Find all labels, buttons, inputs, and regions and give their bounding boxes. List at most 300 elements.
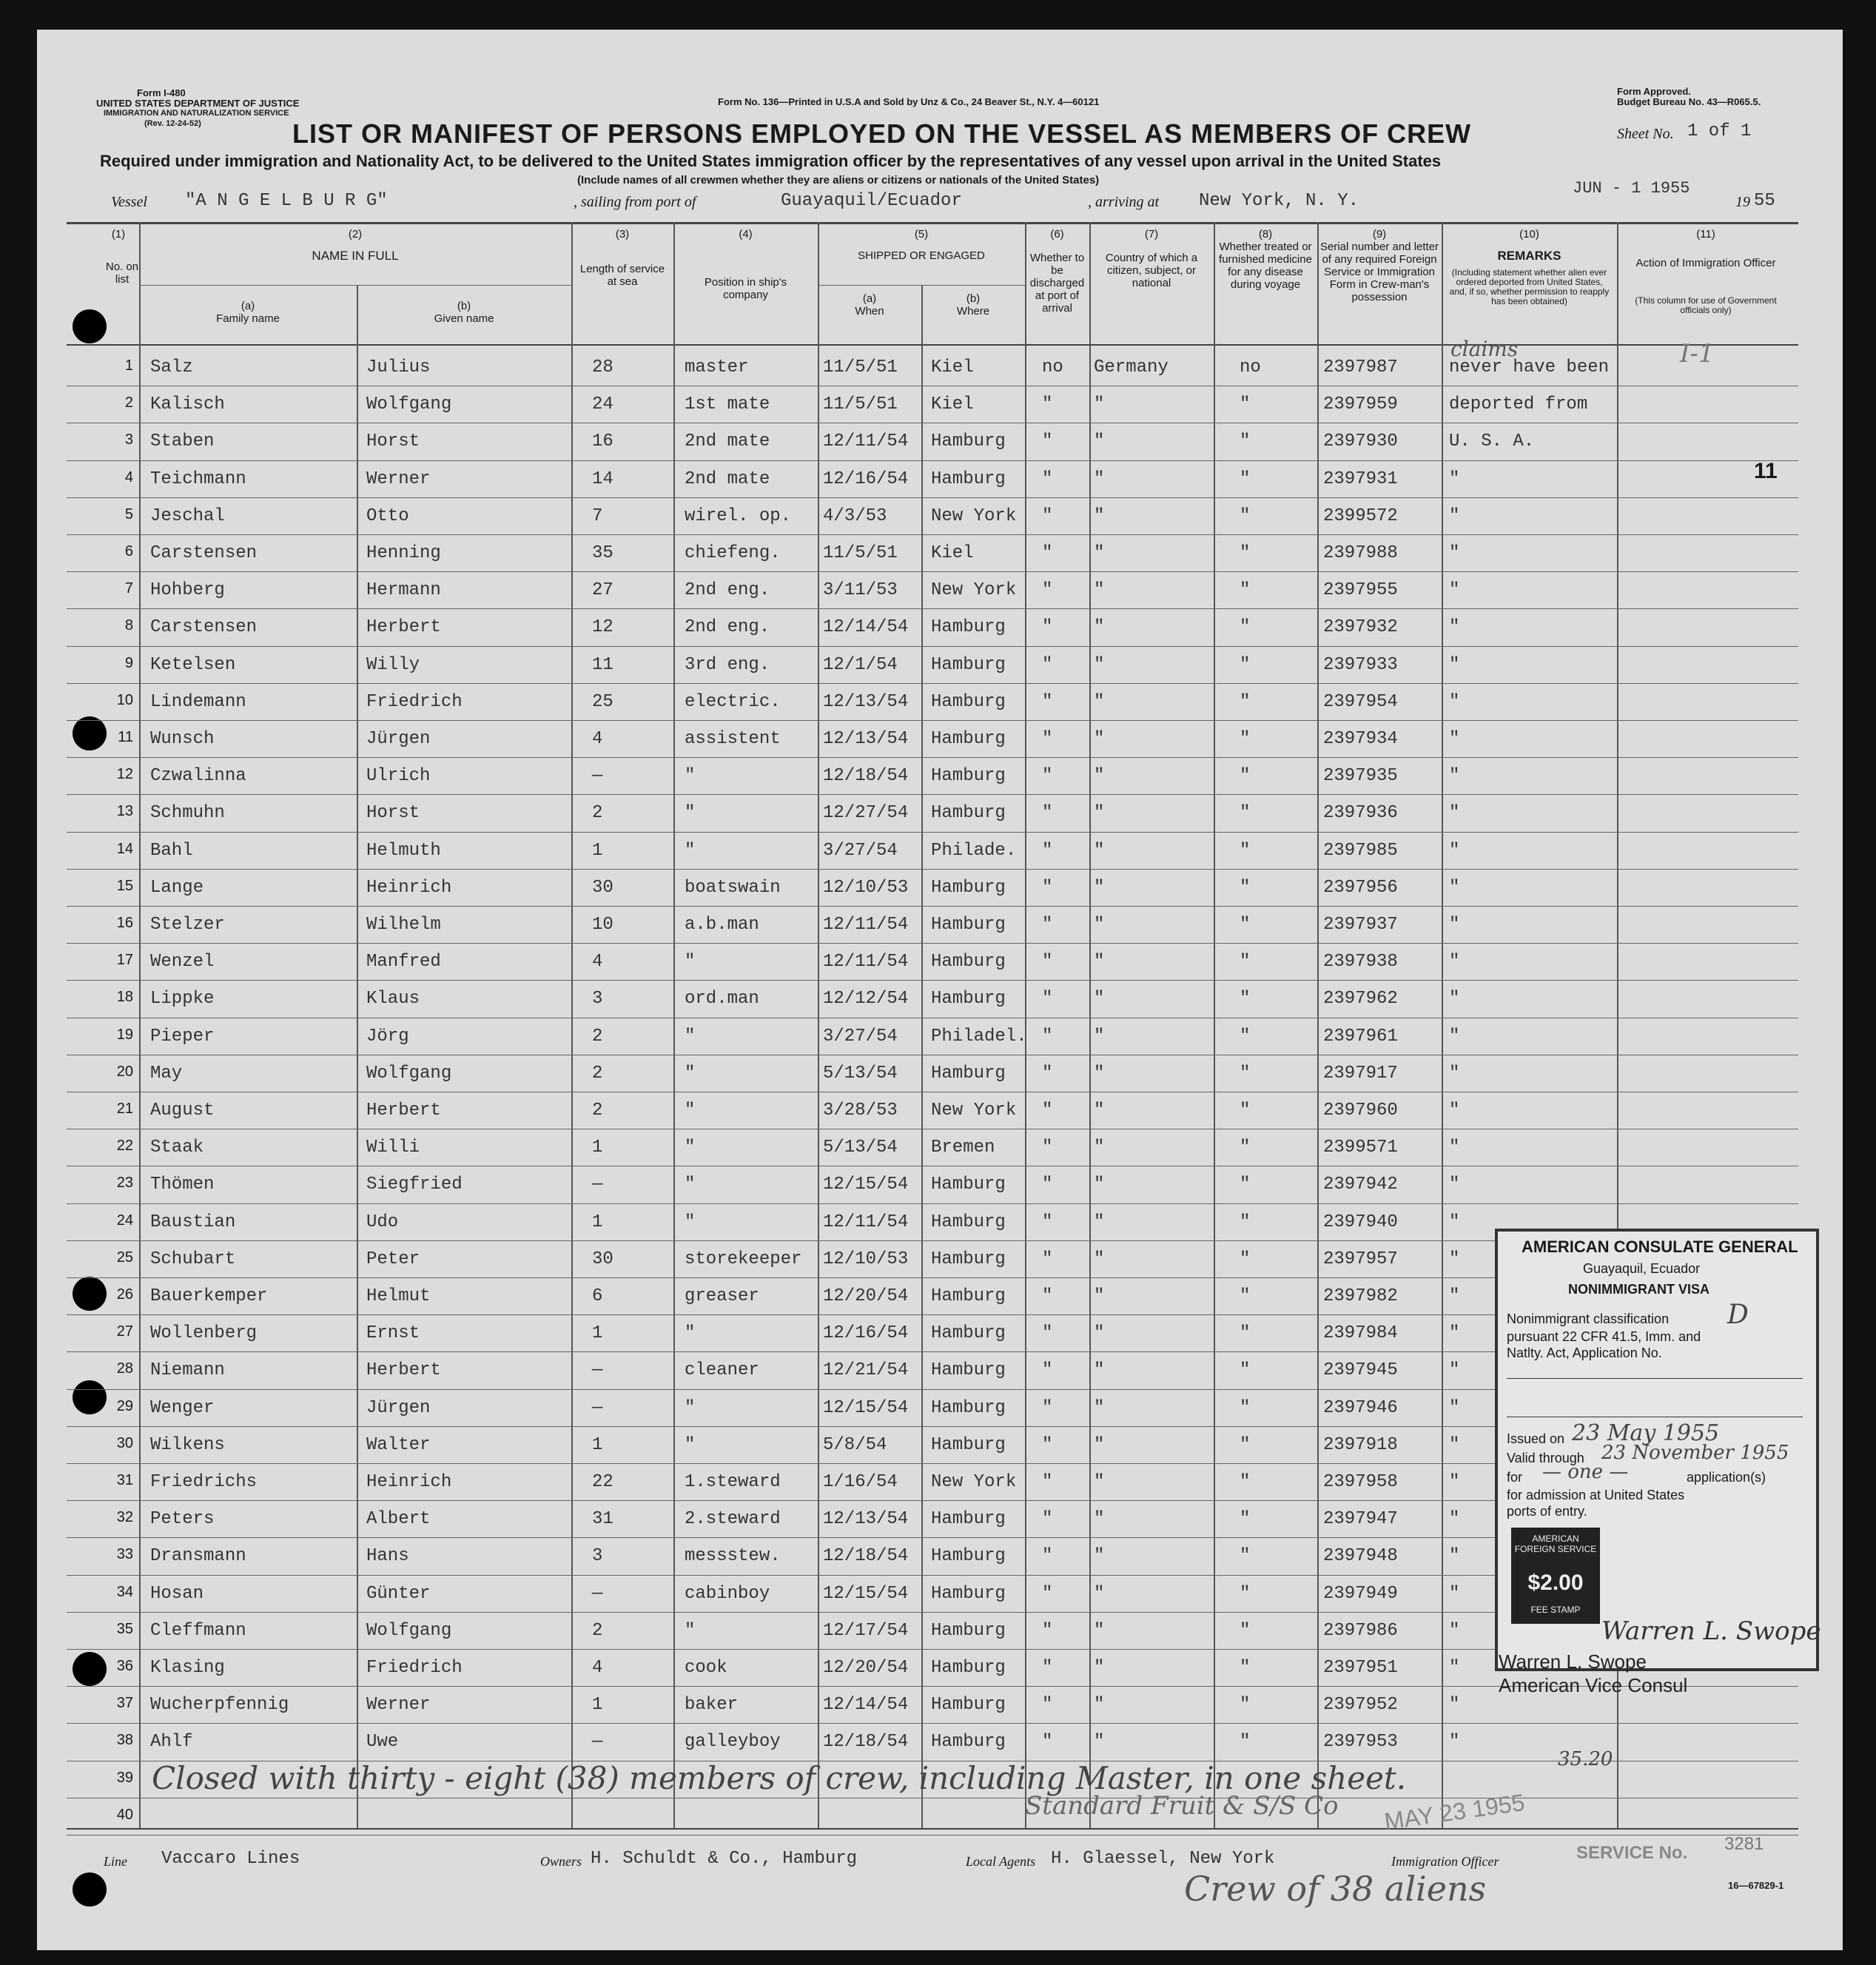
shipped-where: Kiel [931, 394, 974, 415]
medicine: " [1240, 1286, 1251, 1306]
row-number: 32 [116, 1509, 133, 1526]
col-divider [571, 222, 573, 1828]
serial-number: 2397954 [1323, 691, 1398, 712]
country: " [1094, 1249, 1105, 1269]
col-whether-discharged: Whether to be discharged at port of arrival [1029, 252, 1085, 315]
shipped-when: 12/15/54 [823, 1175, 909, 1195]
row-rule [67, 794, 1798, 795]
serial-number: 2399572 [1323, 505, 1398, 526]
country: " [1094, 877, 1105, 898]
family-name: Wucherpfennig [150, 1695, 289, 1716]
remarks: " [1449, 468, 1460, 489]
shipped-when: 12/15/54 [823, 1583, 909, 1604]
fee-stamp-value: $2.00 [1527, 1571, 1584, 1595]
length-of-service: 2 [592, 1101, 603, 1121]
serial-number: 2397949 [1323, 1583, 1398, 1604]
shipped-when: 12/18/54 [823, 1546, 909, 1567]
medicine: " [1240, 1620, 1251, 1641]
remarks: " [1449, 505, 1460, 526]
serial-number: 2397948 [1323, 1546, 1398, 1567]
remarks: " [1449, 1695, 1460, 1716]
col5b-number: (b) [966, 292, 981, 305]
service-name: IMMIGRATION AND NATURALIZATION SERVICE [104, 109, 289, 118]
remarks: " [1449, 1583, 1460, 1604]
serial-number: 2397988 [1323, 543, 1398, 563]
length-of-service: — [592, 766, 603, 787]
family-name: Teichmann [150, 468, 246, 489]
col-divider [357, 285, 358, 1828]
row-number: 40 [116, 1806, 133, 1823]
remarks: " [1449, 1546, 1460, 1567]
agents-value: H. Glaessel, New York [1051, 1849, 1275, 1869]
row-rule [67, 571, 1798, 572]
col7-number: (7) [1144, 228, 1159, 241]
stamp-pursuant: pursuant 22 CFR 41.5, Imm. and [1507, 1329, 1701, 1344]
shipped-when: 12/17/54 [823, 1620, 909, 1641]
discharged: " [1042, 803, 1053, 824]
family-name: Wenger [150, 1397, 215, 1418]
remarks: U. S. A. [1449, 431, 1535, 452]
header-bottom-rule [67, 344, 1798, 346]
medicine: " [1240, 1509, 1251, 1530]
row-number: 36 [116, 1658, 133, 1674]
serial-number: 2397960 [1323, 1101, 1398, 1121]
medicine: " [1240, 1323, 1251, 1344]
row-number: 28 [116, 1360, 133, 1377]
claims-note: claims [1450, 337, 1519, 361]
include-note: (Include names of all crewmen whether they are aliens or citizens or nationals of the United States) [577, 174, 1100, 187]
form-approved: Form Approved. [1617, 86, 1691, 97]
discharged: " [1042, 1286, 1053, 1306]
discharged: " [1042, 915, 1053, 935]
row-number: 15 [116, 877, 133, 894]
position: " [685, 840, 696, 861]
family-name: Friedrichs [150, 1472, 258, 1492]
shipped-where: Kiel [931, 357, 974, 377]
length-of-service: 1 [592, 1212, 603, 1232]
col-divider [1317, 222, 1319, 1828]
discharged: " [1042, 1546, 1053, 1567]
serial-number: 2397934 [1323, 729, 1398, 749]
discharged: " [1042, 394, 1053, 415]
position: ord.man [685, 989, 759, 1010]
country: " [1094, 1286, 1105, 1306]
shipped-where: Hamburg [931, 1658, 1006, 1678]
given-name: Hans [366, 1546, 409, 1567]
length-of-service: 1 [592, 1138, 603, 1158]
country: " [1094, 580, 1105, 601]
row-number: 17 [116, 952, 133, 969]
row-number: 14 [116, 840, 133, 857]
remarks: never have been [1449, 357, 1610, 377]
position: " [685, 1212, 696, 1232]
length-of-service: 1 [592, 1434, 603, 1455]
shipped-where: Hamburg [931, 1546, 1006, 1567]
position: cleaner [685, 1360, 759, 1381]
family-name: Czwalinna [150, 766, 246, 787]
given-name: Ulrich [366, 766, 431, 787]
remarks: " [1449, 1732, 1460, 1753]
discharged: " [1042, 1583, 1053, 1604]
discharged: " [1042, 617, 1053, 638]
row-number: 31 [116, 1472, 133, 1488]
line-value: Vaccaro Lines [161, 1849, 300, 1869]
discharged: " [1042, 1360, 1053, 1381]
row-number: 8 [124, 617, 133, 634]
medicine: " [1240, 691, 1251, 712]
given-name: Manfred [366, 952, 441, 973]
owners-label: Owners [540, 1854, 582, 1869]
position: master [685, 357, 749, 377]
shipped-when: 12/11/54 [823, 1212, 909, 1232]
col-medicine: Whether treated or furnished medicine for any disease during voyage [1219, 241, 1312, 291]
shipped-where: Hamburg [931, 1249, 1006, 1269]
row-rule [67, 683, 1798, 684]
serial-number: 2397961 [1323, 1026, 1398, 1047]
medicine: " [1240, 803, 1251, 824]
length-of-service: 11 [592, 654, 613, 675]
binder-hole [73, 1380, 107, 1414]
medicine: " [1240, 1026, 1251, 1047]
shipped-when: 11/5/51 [823, 543, 898, 563]
shipped-where: Hamburg [931, 766, 1006, 787]
shipped-where: Hamburg [931, 1063, 1006, 1084]
country: " [1094, 840, 1105, 861]
family-name: Dransmann [150, 1546, 246, 1567]
medicine: " [1240, 1434, 1251, 1455]
medicine: " [1240, 766, 1251, 787]
shipped-where: Hamburg [931, 877, 1006, 898]
remarks: " [1449, 1434, 1460, 1455]
col-divider [1089, 222, 1091, 1828]
given-name: Wolfgang [366, 1620, 452, 1641]
shipped-when: 12/10/53 [823, 877, 909, 898]
discharged: " [1042, 877, 1053, 898]
col-length-of-service: Length of service at sea [579, 263, 665, 288]
col6-number: (6) [1050, 228, 1064, 241]
remarks: " [1449, 1397, 1460, 1418]
medicine: " [1240, 1695, 1251, 1716]
family-name: August [150, 1101, 215, 1121]
medicine: " [1240, 468, 1251, 489]
col-divider [921, 285, 923, 1828]
standard-fruit-note: Standard Fruit & S/S Co [1025, 1791, 1339, 1821]
col-divider [673, 222, 675, 1828]
fee-stamp [1511, 1528, 1600, 1624]
required-statement: Required under immigration and Nationality Act, to be delivered to the United States immigration officer by the representatives of any vessel upon arrival in the United States [100, 152, 1442, 170]
col-given-name: Given name [434, 312, 494, 325]
given-name: Albert [366, 1509, 431, 1530]
medicine: " [1240, 654, 1251, 675]
remarks: " [1449, 1509, 1460, 1530]
col-country: Country of which a citizen, subject, or national [1105, 252, 1198, 289]
col-divider [1442, 222, 1443, 1828]
shipped-when: 12/13/54 [823, 1509, 909, 1530]
given-name: Willy [366, 654, 420, 675]
family-name: Thömen [150, 1175, 215, 1195]
position: cook [685, 1658, 727, 1678]
family-name: Schubart [150, 1249, 236, 1269]
country: " [1094, 1101, 1105, 1121]
row-number: 6 [124, 543, 133, 560]
given-name: Herbert [366, 1101, 441, 1121]
col-family-name: Family name [216, 312, 280, 325]
serial-number: 2397958 [1323, 1472, 1398, 1492]
length-of-service: 6 [592, 1286, 603, 1306]
col-serial-number: Serial number and letter of any required Foreign Service or Immigration Form in Crew-man's possession [1319, 241, 1439, 303]
shipped-where: New York [931, 1472, 1017, 1492]
binder-hole [73, 1652, 107, 1686]
medicine: " [1240, 1397, 1251, 1418]
given-name: Günter [366, 1583, 431, 1604]
given-name: Friedrich [366, 1658, 463, 1678]
position: " [685, 1397, 696, 1418]
length-of-service: 2 [592, 1026, 603, 1047]
service-no-value: 3281 [1724, 1834, 1764, 1854]
shipped-where: Bremen [931, 1138, 995, 1158]
serial-number: 2397942 [1323, 1175, 1398, 1195]
position: electric. [685, 691, 781, 712]
shipped-when: 12/16/54 [823, 1323, 909, 1344]
country: " [1094, 989, 1105, 1010]
family-name: Hohberg [150, 580, 225, 601]
row-rule [67, 906, 1798, 907]
row-number: 16 [116, 915, 133, 931]
shipped-where: Hamburg [931, 1175, 1006, 1195]
country: " [1094, 654, 1105, 675]
length-of-service: 35 [592, 543, 613, 563]
shipped-where: Hamburg [931, 691, 1006, 712]
shipped-where: Philade. [931, 840, 1017, 861]
given-name: Herbert [366, 617, 441, 638]
position: greaser [685, 1286, 759, 1306]
family-name: Klasing [150, 1658, 225, 1678]
sheet-value: 1 of 1 [1687, 121, 1752, 141]
family-name: Staak [150, 1138, 204, 1158]
serial-number: 2397917 [1323, 1063, 1398, 1084]
family-name: Wunsch [150, 729, 215, 749]
given-name: Walter [366, 1434, 431, 1455]
discharged: " [1042, 1175, 1053, 1195]
position: boatswain [685, 877, 781, 898]
medicine: " [1240, 431, 1251, 452]
table-top-rule [67, 222, 1798, 224]
shipped-where: Hamburg [931, 803, 1006, 824]
row-number: 25 [116, 1249, 133, 1266]
given-name: Klaus [366, 989, 420, 1010]
row-number: 38 [116, 1732, 133, 1749]
col-divider [1214, 222, 1215, 1828]
discharged: " [1042, 431, 1053, 452]
sailing-value: Guayaquil/Ecuador [781, 191, 962, 211]
shipped-when: 12/18/54 [823, 766, 909, 787]
position: assistent [685, 729, 781, 749]
row-rule [67, 980, 1798, 981]
serial-number: 2397962 [1323, 989, 1398, 1010]
length-of-service: 3 [592, 1546, 603, 1567]
consul-name: Warren L. Swope [1499, 1650, 1647, 1673]
stamp-ports: ports of entry. [1507, 1504, 1587, 1519]
serial-number: 2397935 [1323, 766, 1398, 787]
shipped-when: 12/21/54 [823, 1360, 909, 1381]
family-name: Staben [150, 431, 215, 452]
given-name: Ernst [366, 1323, 420, 1344]
length-of-service: 4 [592, 952, 603, 973]
row-number: 5 [124, 505, 133, 523]
serial-number: 2397955 [1323, 580, 1398, 601]
country: " [1094, 1323, 1105, 1344]
shipped-where: Hamburg [931, 431, 1006, 452]
binder-hole [73, 1277, 107, 1311]
position: chiefeng. [685, 543, 781, 563]
row-rule [67, 646, 1798, 647]
serial-number: 2397932 [1323, 617, 1398, 638]
given-name: Horst [366, 431, 420, 452]
discharged: no [1042, 357, 1063, 377]
row-number: 10 [116, 691, 133, 708]
shipped-when: 12/11/54 [823, 915, 909, 935]
length-of-service: 3 [592, 989, 603, 1010]
country: " [1094, 1397, 1105, 1418]
length-of-service: 4 [592, 1658, 603, 1678]
col-remarks: REMARKS [1497, 249, 1561, 263]
col-divider [1025, 222, 1026, 1828]
remarks: " [1449, 1063, 1460, 1084]
stamp-city: Guayaquil, Ecuador [1583, 1261, 1701, 1276]
remarks: " [1449, 1286, 1460, 1306]
position: baker [685, 1695, 739, 1716]
serial-number: 2397953 [1323, 1732, 1398, 1753]
remarks: deported from [1449, 394, 1588, 415]
country: " [1094, 915, 1105, 935]
country: " [1094, 468, 1105, 489]
medicine: " [1240, 989, 1251, 1010]
remarks: " [1449, 1249, 1460, 1269]
page-title: LIST OR MANIFEST OF PERSONS EMPLOYED ON THE VESSEL AS MEMBERS OF CREW [292, 118, 1472, 149]
medicine: " [1240, 617, 1251, 638]
binder-hole [73, 309, 107, 343]
family-name: Jeschal [150, 505, 225, 526]
serial-number: 2397930 [1323, 431, 1398, 452]
row-rule [67, 608, 1798, 609]
shipped-when: 12/14/54 [823, 1695, 909, 1716]
fee-note: 35.20 [1558, 1748, 1613, 1770]
family-name: Carstensen [150, 617, 258, 638]
col-name-in-full: NAME IN FULL [312, 249, 399, 263]
line-label: Line [104, 1854, 128, 1869]
row-number: 27 [116, 1323, 133, 1340]
discharged: " [1042, 1101, 1053, 1121]
position: cabinboy [685, 1583, 770, 1604]
col8-number: (8) [1258, 228, 1273, 241]
stamp-issued-value: 23 May 1955 [1572, 1420, 1720, 1446]
country: " [1094, 1695, 1105, 1716]
given-name: Peter [366, 1249, 420, 1269]
family-name: Ahlf [150, 1732, 193, 1753]
row-number: 33 [116, 1546, 133, 1563]
serial-number: 2397946 [1323, 1397, 1398, 1418]
length-of-service: — [592, 1732, 603, 1753]
stamp-applications: application(s) [1687, 1470, 1766, 1485]
shipped-where: New York [931, 505, 1017, 526]
remarks: " [1449, 840, 1460, 861]
sheet-label: Sheet No. [1617, 126, 1674, 142]
given-name: Werner [366, 1695, 431, 1716]
row-number: 22 [116, 1138, 133, 1155]
remarks: " [1449, 803, 1460, 824]
row-number: 29 [116, 1397, 133, 1414]
col3-number: (3) [615, 228, 630, 241]
form-number: Form I-480 [137, 87, 186, 98]
shipped-where: New York [931, 1101, 1017, 1121]
medicine: " [1240, 840, 1251, 861]
length-of-service: 1 [592, 1323, 603, 1344]
discharged: " [1042, 1026, 1053, 1047]
given-name: Uwe [366, 1732, 399, 1753]
consulate-visa-stamp [1495, 1229, 1819, 1671]
country: " [1094, 1434, 1105, 1455]
binder-hole [73, 1872, 107, 1907]
row-number: 34 [116, 1583, 133, 1600]
length-of-service: — [592, 1360, 603, 1381]
shipped-when: 12/27/54 [823, 803, 909, 824]
shipped-where: Hamburg [931, 1583, 1006, 1604]
remarks: " [1449, 766, 1460, 787]
family-name: Wenzel [150, 952, 215, 973]
position: 2nd eng. [685, 617, 770, 638]
length-of-service: 25 [592, 691, 613, 712]
binder-hole [73, 716, 107, 750]
serial-number: 2397982 [1323, 1286, 1398, 1306]
medicine: " [1240, 1583, 1251, 1604]
given-name: Otto [366, 505, 409, 526]
row-number: 26 [116, 1286, 133, 1303]
row-number: 19 [116, 1026, 133, 1043]
arriving-label: , arriving at [1088, 194, 1160, 210]
row-rule [67, 534, 1798, 535]
country: " [1094, 1026, 1105, 1047]
family-name: Bahl [150, 840, 193, 861]
table-bottom-rule [67, 1828, 1798, 1830]
col-when: When [855, 305, 884, 318]
country: " [1094, 766, 1105, 787]
serial-number: 2397987 [1323, 357, 1398, 377]
serial-number: 2397937 [1323, 915, 1398, 935]
stamp-valid-value: 23 November 1955 [1601, 1442, 1789, 1464]
shipped-where: Kiel [931, 543, 974, 563]
row-number: 4 [124, 468, 133, 486]
shipped-when: 12/20/54 [823, 1658, 909, 1678]
serial-number: 2397984 [1323, 1323, 1398, 1344]
medicine: " [1240, 915, 1251, 935]
family-name: May [150, 1063, 183, 1084]
row-number: 20 [116, 1063, 133, 1080]
shipped-where: Hamburg [931, 1397, 1006, 1418]
shipped-where: Hamburg [931, 1620, 1006, 1641]
given-name: Friedrich [366, 691, 463, 712]
medicine: no [1240, 357, 1261, 377]
discharged: " [1042, 691, 1053, 712]
length-of-service: 7 [592, 505, 603, 526]
row-number: 2 [124, 394, 133, 412]
given-name: Helmut [366, 1286, 431, 1306]
row-number: 21 [116, 1101, 133, 1117]
stamp-rule [1507, 1378, 1803, 1379]
arrival-date-stamp: JUN - 1 1955 [1573, 179, 1690, 198]
length-of-service: 30 [592, 1249, 613, 1269]
country: " [1094, 1472, 1105, 1492]
country: " [1094, 505, 1105, 526]
